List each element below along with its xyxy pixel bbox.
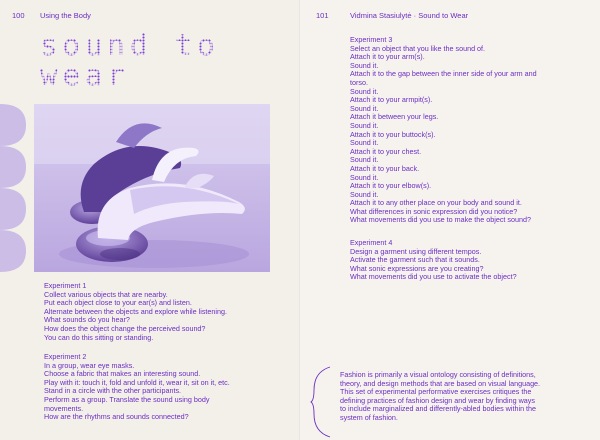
experiment-3-line: Attach it between your legs. bbox=[350, 112, 439, 122]
experiment-3-line: What differences in sonic expression did you notice? bbox=[350, 206, 518, 216]
experiment-1-line: Collect various objects that are nearby. bbox=[44, 289, 168, 299]
experiment-4-line: What movements did you use to activate the object? bbox=[350, 272, 517, 282]
experiment-3-heading: Experiment 3 bbox=[350, 35, 393, 44]
experiment-2-line: movements. bbox=[44, 403, 84, 413]
experiment-1-line: You can do this sitting or standing. bbox=[44, 332, 154, 342]
experiment-3-line: Attach it to any other place on your body and sound it. bbox=[350, 198, 522, 208]
experiment-1 bbox=[44, 282, 227, 342]
page-title bbox=[40, 30, 220, 90]
experiment-4-line: Design a garment using different tempos. bbox=[350, 246, 482, 256]
experiment-3-line: Attach it to your buttock(s). bbox=[350, 129, 436, 139]
essay-line: to include marginalized and differently-abled bodies within the bbox=[340, 404, 537, 414]
bracket-decoration bbox=[310, 366, 332, 438]
experiment-4-heading: Experiment 4 bbox=[350, 238, 393, 247]
experiment-3 bbox=[350, 36, 537, 225]
experiment-3-line: Sound it. bbox=[350, 189, 379, 199]
experiment-3-line: Sound it. bbox=[350, 120, 379, 130]
essay-line: defining practices of fashion design and wear by finding ways bbox=[340, 395, 535, 405]
experiment-3-line: Attach it to your chest. bbox=[350, 146, 422, 156]
title-line-2: wear bbox=[40, 58, 130, 92]
running-head-left: Using the Body bbox=[40, 11, 91, 20]
experiment-2 bbox=[44, 353, 230, 422]
experiment-1-line: Alternate between the objects and explore while listening. bbox=[44, 306, 227, 316]
experiment-2-line: Play with it: touch it, fold and unfold it, wear it, sit on it, etc. bbox=[44, 377, 230, 387]
experiment-2-line: How are the rhythms and sounds connected? bbox=[44, 412, 189, 422]
experiment-4-line: Activate the garment such that it sounds. bbox=[350, 255, 480, 265]
shoes-photo bbox=[34, 104, 270, 272]
experiment-3-line: Attach it to your arm(s). bbox=[350, 52, 425, 62]
experiment-2-line: Choose a fabric that makes an interesting sound. bbox=[44, 369, 201, 379]
title-line-1: sound to bbox=[40, 28, 220, 62]
experiment-3-line: What movements did you use to make the object sound? bbox=[350, 215, 531, 225]
experiment-3-line: Select an object that you like the sound of. bbox=[350, 43, 486, 53]
experiment-3-line: Sound it. bbox=[350, 172, 379, 182]
experiment-3-line: Attach it to your back. bbox=[350, 163, 420, 173]
essay-line: This set of experimental performative exercises critiques the bbox=[340, 387, 532, 397]
essay-line: theory, and design methods that are based on visual language. bbox=[340, 378, 541, 388]
experiment-3-line: Sound it. bbox=[350, 138, 379, 148]
experiment-4 bbox=[350, 239, 517, 282]
experiment-3-line: Sound it. bbox=[350, 103, 379, 113]
shoes-photo-icon bbox=[34, 104, 270, 272]
experiment-3-line: Sound it. bbox=[350, 86, 379, 96]
scallop-decoration bbox=[0, 104, 26, 272]
experiment-2-heading: Experiment 2 bbox=[44, 352, 87, 361]
experiment-3-line: Sound it. bbox=[350, 155, 379, 165]
essay-line: Fashion is primarily a visual ontology consisting of definitions, bbox=[340, 370, 536, 379]
experiment-1-heading: Experiment 1 bbox=[44, 281, 87, 290]
essay-paragraph bbox=[340, 371, 590, 423]
essay-line: system of fashion. bbox=[340, 412, 398, 422]
page-number-left: 100 bbox=[12, 11, 25, 20]
experiment-3-line: Attach it to your armpit(s). bbox=[350, 95, 433, 105]
experiment-1-line: What sounds do you hear? bbox=[44, 315, 130, 325]
page-number-right: 101 bbox=[316, 11, 329, 20]
experiment-2-line: Perform as a group. Translate the sound using body bbox=[44, 394, 210, 404]
running-head-right: Vidmina Stasiulytė · Sound to Wear bbox=[350, 11, 469, 20]
experiment-4-line: What sonic expressions are you creating? bbox=[350, 263, 484, 273]
experiment-2-line: In a group, wear eye masks. bbox=[44, 360, 135, 370]
experiment-3-line: Attach it to the gap between the inner side of your arm and bbox=[350, 69, 537, 79]
experiment-2-line: Stand in a circle with the other participants. bbox=[44, 386, 182, 396]
experiment-1-line: Put each object close to your ear(s) and listen. bbox=[44, 298, 192, 308]
experiment-3-line: Sound it. bbox=[350, 60, 379, 70]
experiment-3-line: Attach it to your elbow(s). bbox=[350, 181, 432, 191]
experiment-1-line: How does the object change the perceived sound? bbox=[44, 323, 206, 333]
experiment-3-line: torso. bbox=[350, 77, 368, 87]
